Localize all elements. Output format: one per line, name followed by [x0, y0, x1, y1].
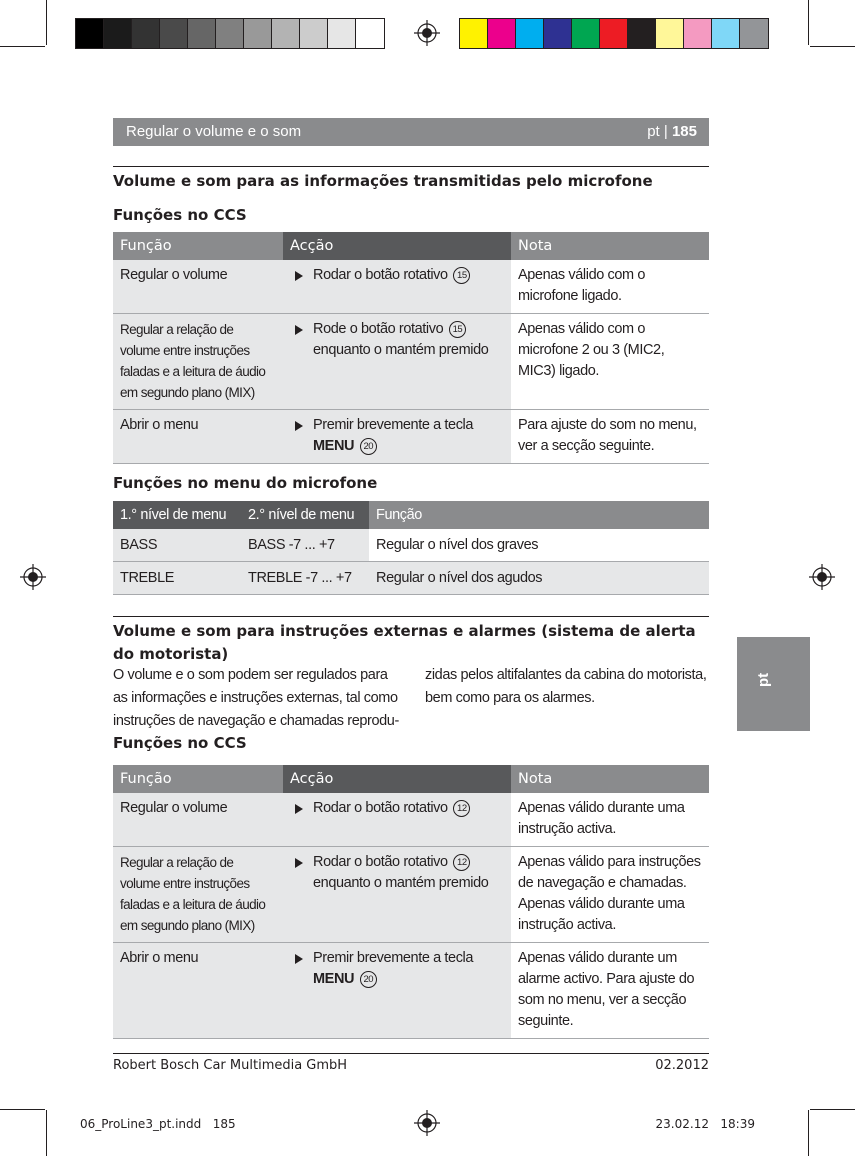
arrow-right-icon: [295, 858, 303, 868]
table-row: [113, 410, 709, 464]
section-title: Volume e som para instruções externas e alarmes (sistema de alerta do motorista): [113, 622, 696, 663]
crop-mark: [808, 1110, 809, 1156]
table-row: [113, 847, 709, 943]
control-number-icon: 12: [453, 854, 470, 871]
registration-mark-icon: [414, 1110, 440, 1136]
footer-date: 02.2012: [655, 1058, 709, 1073]
microphone-menu-table: [113, 501, 709, 595]
body-text-column: O volume e o som podem ser regulados para as informações e instruções externas, tal como instruções de navegação e chamadas reprodu-: [113, 667, 399, 729]
section-title: Volume e som para as informações transmitidas pelo microfone: [113, 172, 653, 190]
column-header: Acção: [283, 232, 511, 260]
table-cell: Rodar o botão rotativo 12 enquanto o mantém premido: [283, 847, 511, 943]
table-cell: Regular o nível dos agudos: [369, 562, 709, 595]
table-cell: Apenas válido para instruções de navegação e chamadas. Apenas válido durante uma instrução activa.: [511, 847, 709, 943]
ccs-functions-table-external: [113, 765, 709, 1039]
registration-mark-icon: [20, 564, 46, 590]
crop-mark: [46, 0, 47, 45]
control-number-icon: 20: [360, 438, 377, 455]
subsection-heading: Funções no CCS: [113, 734, 247, 752]
table-row: [113, 943, 709, 1039]
language-tab-label: pt: [755, 672, 772, 687]
table-cell: Regular o nível dos graves: [369, 529, 709, 562]
divider: [113, 616, 709, 617]
footer-company: Robert Bosch Car Multimedia GmbH: [113, 1058, 348, 1073]
arrow-right-icon: [295, 421, 303, 431]
table-cell: Regular a relação de volume entre instruções faladas e a leitura de áudio em segundo plano (MIX): [113, 847, 283, 943]
arrow-right-icon: [295, 804, 303, 814]
crop-mark: [0, 1109, 45, 1110]
table-row: [113, 260, 709, 314]
arrow-right-icon: [295, 954, 303, 964]
grayscale-color-bar: [75, 18, 385, 49]
table-cell: Apenas válido durante uma instrução activa.: [511, 793, 709, 847]
table-cell: BASS: [113, 529, 241, 562]
header-section-title: Regular o volume e o som: [126, 123, 302, 140]
menu-key-label: MENU: [313, 971, 355, 987]
process-color-bar: [459, 18, 769, 49]
table-header-row: [113, 501, 709, 529]
menu-key-label: MENU: [313, 438, 355, 454]
table-cell: Regular o volume: [113, 260, 283, 314]
table-cell: Rodar o botão rotativo 15: [283, 260, 511, 314]
table-row: [113, 314, 709, 410]
body-text-column: zidas pelos altifalantes da cabina do motorista, bem como para os alarmes.: [425, 667, 707, 706]
table-row: [113, 562, 709, 595]
footer-divider: [113, 1053, 709, 1054]
table-cell: Apenas válido com o microfone ligado.: [511, 260, 709, 314]
table-row: [113, 793, 709, 847]
control-number-icon: 15: [449, 321, 466, 338]
divider: [113, 166, 709, 167]
table-header-row: [113, 765, 709, 793]
registration-mark-icon: [414, 20, 440, 46]
table-cell: Premir brevemente a tecla MENU 20: [283, 410, 511, 464]
table-header-row: [113, 232, 709, 260]
crop-mark: [46, 1110, 47, 1156]
table-cell: Regular o volume: [113, 793, 283, 847]
subsection-heading: Funções no menu do microfone: [113, 474, 378, 492]
table-cell: Premir brevemente a tecla MENU 20: [283, 943, 511, 1039]
column-header: Função: [369, 501, 709, 529]
table-cell: Apenas válido com o microfone 2 ou 3 (MIC2, MIC3) ligado.: [511, 314, 709, 410]
column-header: Nota: [511, 232, 709, 260]
table-cell: Abrir o menu: [113, 943, 283, 1039]
control-number-icon: 12: [453, 800, 470, 817]
crop-mark: [0, 46, 45, 47]
table-cell: Rodar o botão rotativo 12: [283, 793, 511, 847]
column-header: Acção: [283, 765, 511, 793]
registration-mark-icon: [809, 564, 835, 590]
table-row: [113, 529, 709, 562]
table-cell: Para ajuste do som no menu, ver a secção seguinte.: [511, 410, 709, 464]
column-header: 1.° nível de menu: [113, 501, 241, 529]
ccs-functions-table: [113, 232, 709, 464]
column-header: Nota: [511, 765, 709, 793]
crop-mark: [810, 46, 855, 47]
table-cell: TREBLE: [113, 562, 241, 595]
header-page-info: pt | 185: [647, 123, 697, 140]
control-number-icon: 15: [453, 267, 470, 284]
column-header: Função: [113, 232, 283, 260]
table-cell: BASS -7 ... +7: [241, 529, 369, 562]
control-number-icon: 20: [360, 971, 377, 988]
crop-mark: [808, 0, 809, 45]
table-cell: Apenas válido durante um alarme activo. Para ajuste do som no menu, ver a secção seguinte.: [511, 943, 709, 1039]
running-header: [113, 118, 709, 146]
slug-filename: 06_ProLine3_pt.indd 185: [80, 1117, 236, 1131]
table-cell: TREBLE -7 ... +7: [241, 562, 369, 595]
crop-mark: [810, 1109, 855, 1110]
subsection-heading: Funções no CCS: [113, 206, 247, 224]
language-side-tab: [737, 637, 810, 731]
arrow-right-icon: [295, 271, 303, 281]
table-cell: Regular a relação de volume entre instruções faladas e a leitura de áudio em segundo plano (MIX): [113, 314, 283, 410]
table-cell: Rode o botão rotativo 15 enquanto o mantém premido: [283, 314, 511, 410]
column-header: Função: [113, 765, 283, 793]
table-cell: Abrir o menu: [113, 410, 283, 464]
arrow-right-icon: [295, 325, 303, 335]
page-number: 185: [671, 123, 697, 140]
slug-timestamp: 23.02.12 18:39: [655, 1117, 755, 1131]
column-header: 2.° nível de menu: [241, 501, 369, 529]
